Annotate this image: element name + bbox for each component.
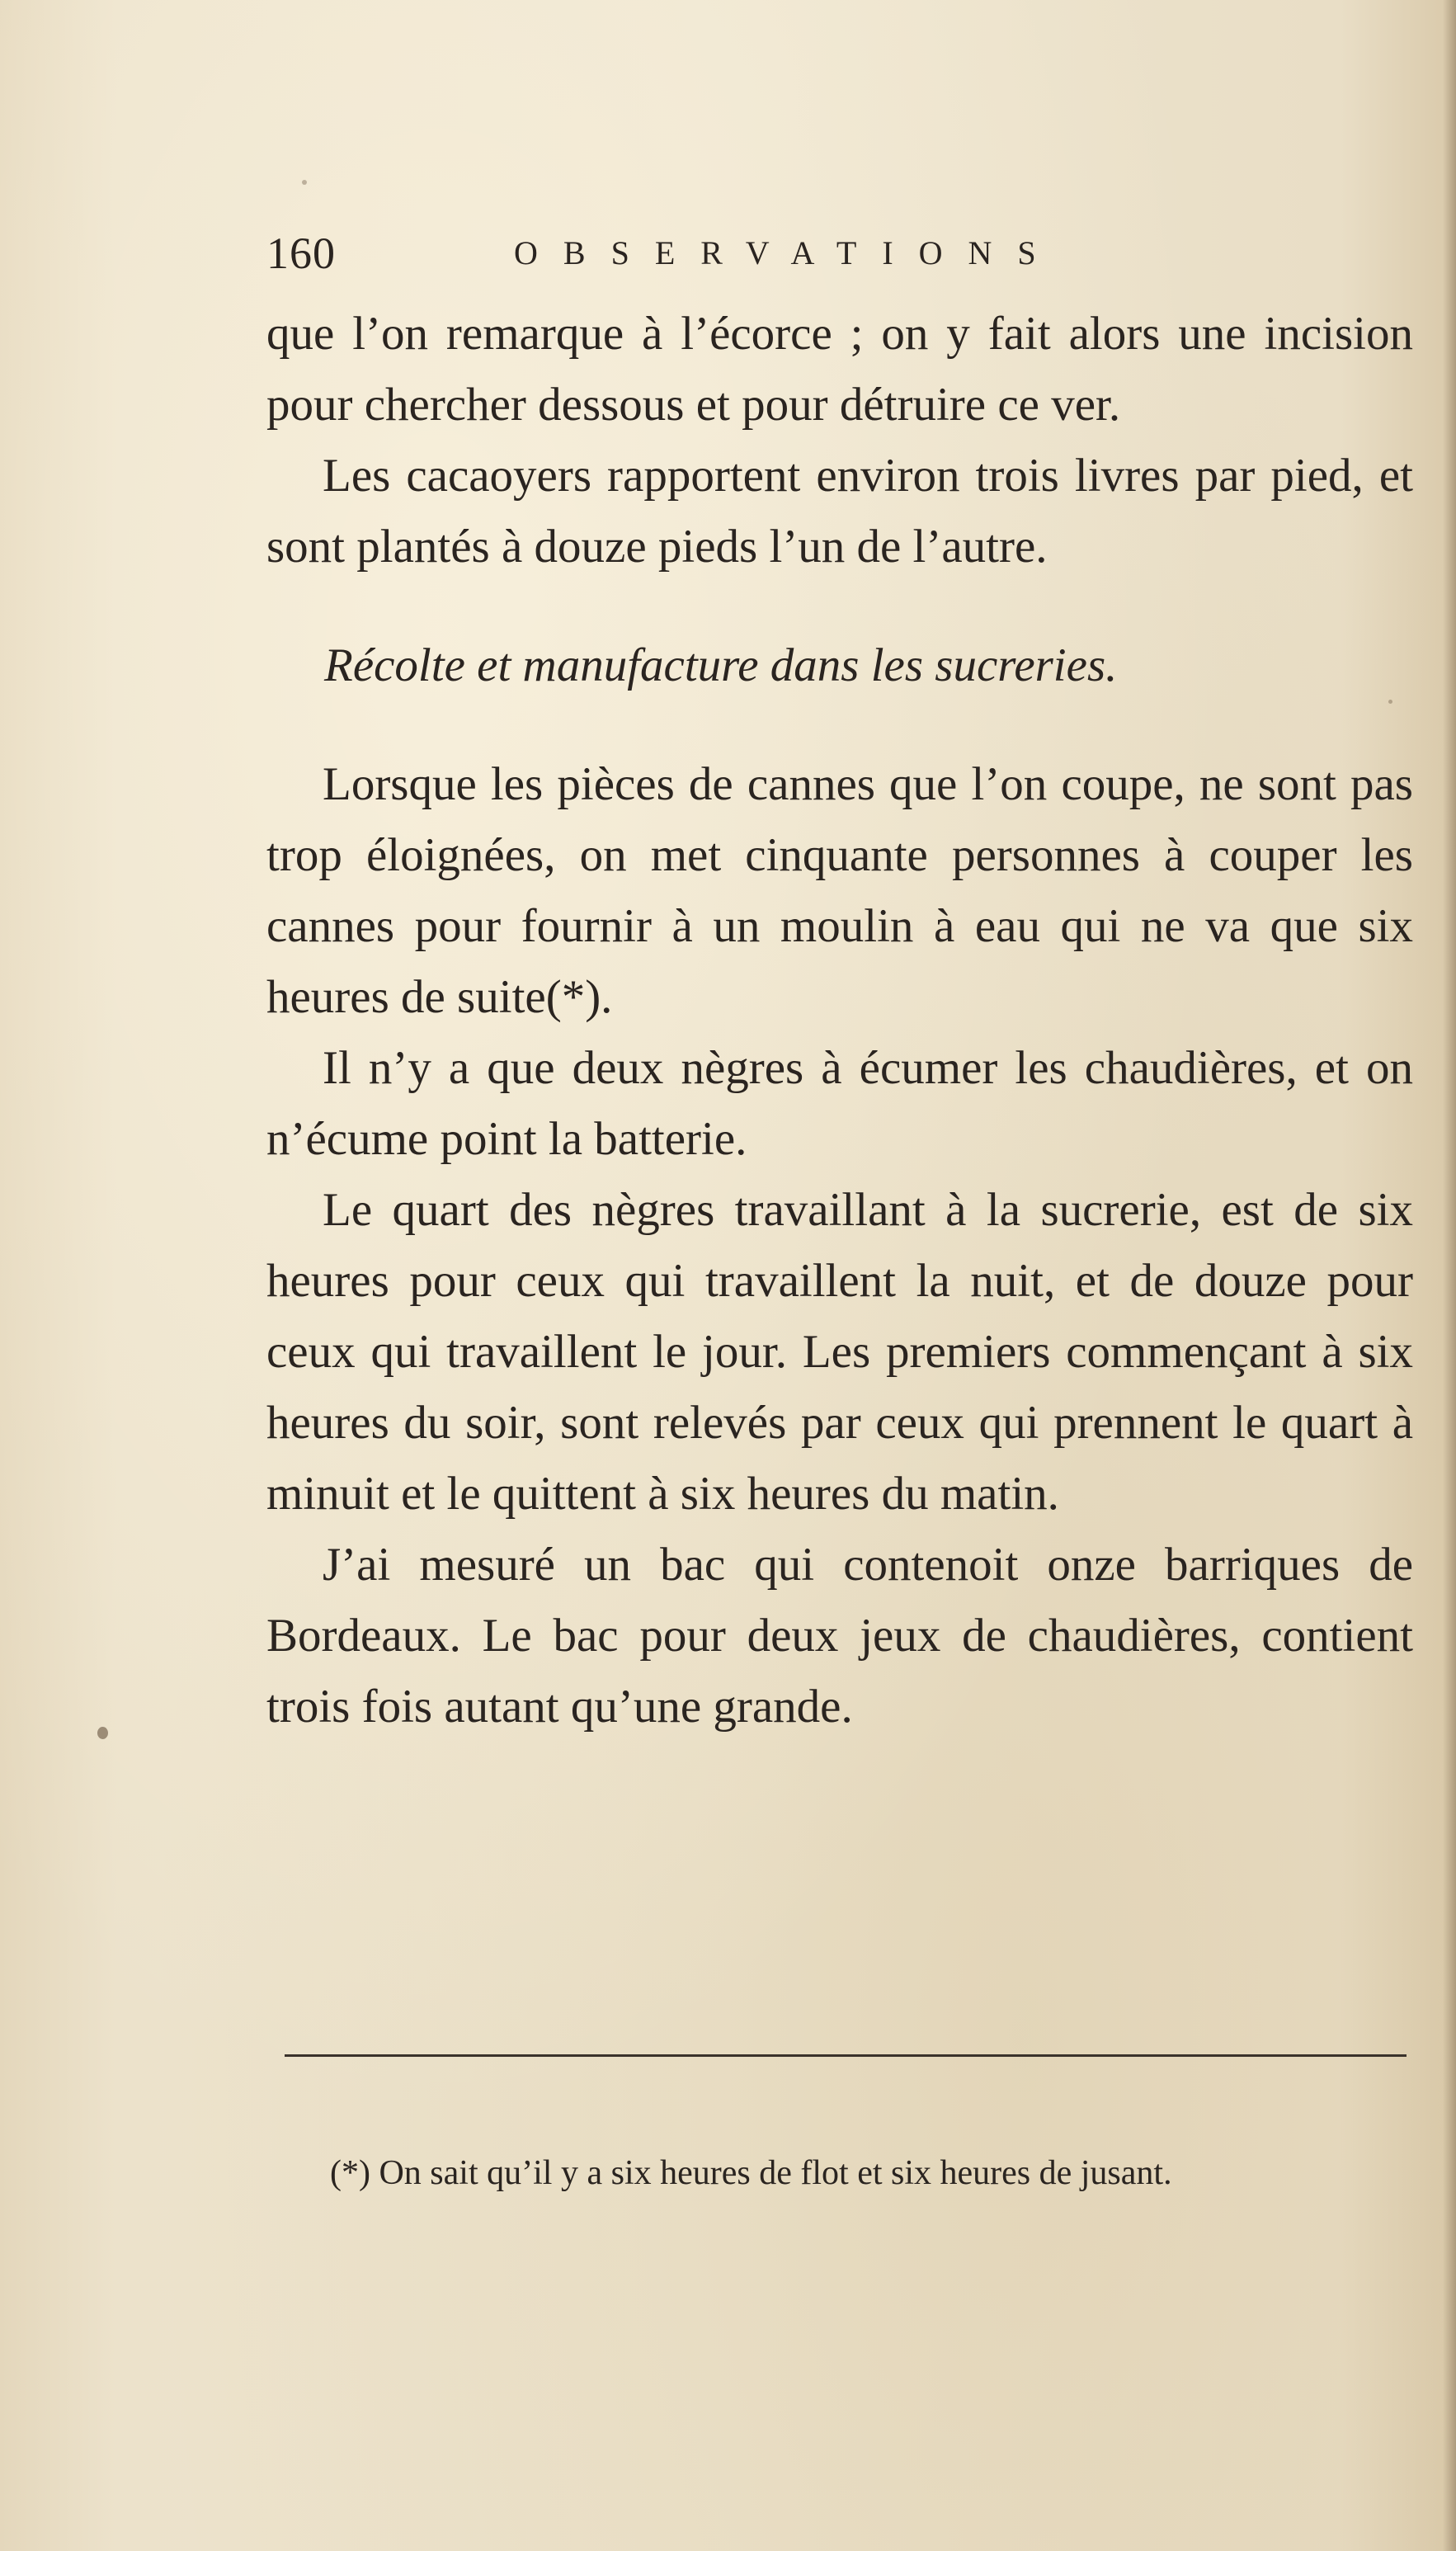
paragraph-cannes: Lorsque les pièces de cannes que l’on coupe, ne sont pas trop éloignées, on met cinquante personnes à couper les cannes pour fournir à un moulin à eau qui ne va que six heures de suite(*). xyxy=(266,758,1413,1023)
footnote-rule xyxy=(285,2054,1407,2057)
paragraph-quart: Le quart des nègres travaillant à la sucrerie, est de six heures pour ceux qui travaillent la nuit, et de douze pour ceux qui travaillent le jour. Les premiers commençant à six heures du soir, sont relevés par ceux qui prennent le quart à minuit et le quittent à six heures du matin. xyxy=(266,1184,1413,1520)
paragraph-cacaoyers: Les cacaoyers rapportent environ trois livres par pied, et sont plantés à douze pieds l’un de l’autre. xyxy=(266,450,1413,573)
ink-speck xyxy=(1388,700,1392,704)
page-edge-shadow xyxy=(1443,0,1456,2551)
paragraph-chaudieres: Il n’y a que deux nègres à écumer les chaudières, et on n’écume point la batterie. xyxy=(266,1042,1413,1165)
body-text xyxy=(266,299,1413,1742)
page-number: 160 xyxy=(266,229,336,278)
ink-speck xyxy=(97,1727,108,1739)
ink-speck xyxy=(302,180,307,185)
paragraph-continued: que l’on remarque à l’écorce ; on y fait alors une incision pour chercher dessous et pour détruire ce ver. xyxy=(266,308,1413,431)
running-head: OBSERVATIONS xyxy=(514,234,1062,271)
page-header xyxy=(266,216,1413,290)
footnote: (*) On sait qu’il y a six heures de flot et six heures de jusant. xyxy=(330,2154,1172,2192)
paragraph-bac: J’ai mesuré un bac qui contenoit onze barriques de Bordeaux. Le bac pour deux jeux de chaudières, contient trois fois autant qu’une grande. xyxy=(266,1539,1413,1733)
section-heading: Récolte et manufacture dans les sucreries. xyxy=(324,639,1118,691)
